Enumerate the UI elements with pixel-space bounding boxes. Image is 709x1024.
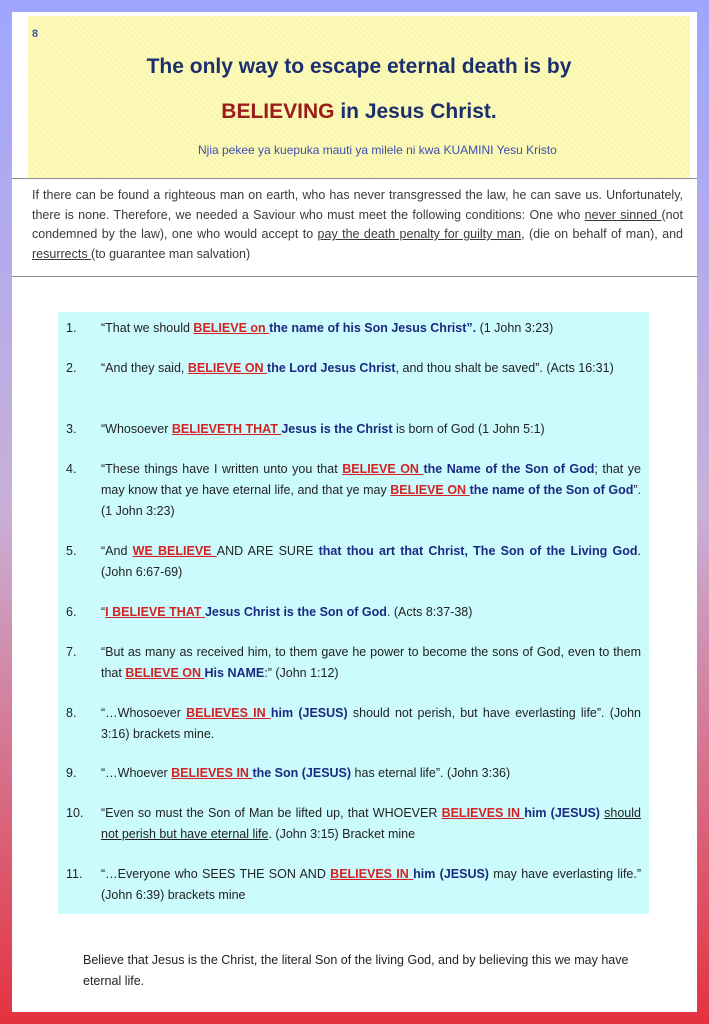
intro-text-3: , (die on behalf of man), and xyxy=(521,227,683,241)
title-emphasis: BELIEVING xyxy=(221,100,335,123)
page-title-line-2 xyxy=(28,100,690,124)
verse-segment: (1 John 3:23) xyxy=(476,321,554,335)
verse-segment: “But as many as received him, to them gave he power to become the sons of God, even to them that xyxy=(101,645,641,680)
christ-emphasis: that thou art that Christ, The Son of the Living God xyxy=(318,544,638,558)
verse-list-box xyxy=(58,312,649,914)
believe-emphasis: BELIEVE ON xyxy=(125,666,205,680)
verse-text xyxy=(101,419,641,440)
christ-emphasis: the Lord Jesus Christ xyxy=(267,361,396,375)
verse-number: 2. xyxy=(66,361,77,375)
christ-emphasis: the Son (JESUS) xyxy=(252,766,352,780)
verse-segment: “That we should xyxy=(101,321,194,335)
verse-text xyxy=(101,642,641,684)
verse-number: 4. xyxy=(66,462,77,476)
page-number: 8 xyxy=(32,28,39,40)
intro-underline-resurrects: resurrects xyxy=(32,246,92,261)
verse-segment: . (Acts 8:37-38) xyxy=(386,605,473,619)
verse-segment: may have everlasting life.” (John 6:39) brackets mine xyxy=(101,867,642,902)
verse-number: 1. xyxy=(66,321,77,335)
believe-emphasis: BELIEVETH THAT xyxy=(171,422,282,436)
verse-segment: has eternal life”. (John 3:36) xyxy=(351,766,511,780)
christ-emphasis: Jesus Christ is the Son of God xyxy=(204,605,387,619)
intro-paragraph xyxy=(32,186,683,264)
believe-emphasis: BELIEVE on xyxy=(193,321,270,335)
verse-segment: . (John 6:67-69) xyxy=(101,544,641,579)
verse-text xyxy=(101,864,641,906)
verse-text xyxy=(101,602,641,623)
verse-segment: ; that ye may know that ye have eternal life, and that ye may xyxy=(101,462,641,497)
verse-segment: “…Whosoever xyxy=(101,706,187,720)
intro-text-1: If there can be found a righteous man on earth, who has never transgressed the law, he can save us. Unfortunately, there is none. Therefore, we needed a Saviour who must meet the following conditions: One who xyxy=(32,188,683,222)
christ-emphasis: the Name of the Son of God xyxy=(423,462,595,476)
verse-segment: ”. (1 John 3:23) xyxy=(101,483,641,518)
verse-segment: AND ARE SURE xyxy=(216,544,319,558)
believe-emphasis: I BELIEVE THAT xyxy=(105,605,205,619)
verse-text xyxy=(101,803,641,845)
verse-text xyxy=(101,703,641,745)
christ-emphasis: the name of the Son of God xyxy=(469,483,634,497)
verse-number: 9. xyxy=(66,766,77,780)
verse-number: 8. xyxy=(66,706,77,720)
verse-number: 11. xyxy=(66,867,83,881)
verse-segment: should not perish but have eternal life xyxy=(101,806,641,841)
divider-bottom xyxy=(12,276,697,277)
verse-number: 10. xyxy=(66,806,84,820)
verse-number: 7. xyxy=(66,645,77,659)
verse-number: 3. xyxy=(66,422,77,436)
verse-segment: “ xyxy=(101,605,106,619)
verse-segment: , and thou shalt be saved”. (Acts 16:31) xyxy=(395,361,614,375)
intro-text-2: (not condemned by the law), one who would accept to xyxy=(32,207,683,241)
verse-segment: “Whosoever xyxy=(101,422,172,436)
believe-emphasis: BELIEVE ON xyxy=(342,462,424,476)
believe-emphasis: BELIEVES IN xyxy=(330,867,414,881)
verse-text xyxy=(101,358,641,379)
verse-segment: is born of God (1 John 5:1) xyxy=(392,422,545,436)
swahili-subtitle: Njia pekee ya kuepuka mauti ya milele ni kwa KUAMINI Yesu Kristo xyxy=(198,143,557,157)
verse-number: 5. xyxy=(66,544,77,558)
page-title-line-1: The only way to escape eternal death is by xyxy=(146,55,572,78)
christ-emphasis: the name of his Son Jesus Christ”. xyxy=(269,321,477,335)
christ-emphasis: Jesus is the Christ xyxy=(281,422,393,436)
closing-paragraph: Believe that Jesus is the Christ, the literal Son of the living God, and by believing this we may have eternal life. xyxy=(83,953,629,988)
divider-top xyxy=(12,178,697,179)
verse-segment: should not perish, but have everlasting life”. (John 3:16) brackets mine. xyxy=(101,706,641,741)
verse-text xyxy=(101,763,641,784)
believe-emphasis: BELIEVES IN xyxy=(186,706,271,720)
verse-segment: “…Everyone who SEES THE SON AND xyxy=(101,867,331,881)
intro-text-4: (to guarantee man salvation) xyxy=(91,246,251,261)
verse-text xyxy=(101,541,641,583)
verse-segment: “Even so must the Son of Man be lifted up, that WHOEVER xyxy=(101,806,442,820)
believe-emphasis: BELIEVE ON xyxy=(390,483,470,497)
christ-emphasis: him (JESUS) xyxy=(524,806,600,820)
christ-emphasis: him (JESUS) xyxy=(413,867,489,881)
believe-emphasis: BELIEVE ON xyxy=(187,361,268,375)
document-page xyxy=(12,12,697,1012)
christ-emphasis: him (JESUS) xyxy=(270,706,348,720)
verse-segment: “And xyxy=(101,544,133,558)
verse-segment: :” (John 1:12) xyxy=(264,666,339,680)
verse-text xyxy=(101,318,641,339)
intro-underline-death-penalty: pay the death penalty for guilty man xyxy=(317,227,522,241)
verse-segment: “And they said, xyxy=(101,361,188,375)
intro-underline-never-sinned: never sinned xyxy=(584,207,662,222)
verse-segment: . (John 3:15) Bracket mine xyxy=(268,827,416,841)
believe-emphasis: BELIEVES IN xyxy=(171,766,253,780)
title-rest: in Jesus Christ. xyxy=(334,100,497,123)
christ-emphasis: His NAME xyxy=(204,666,265,680)
title-banner xyxy=(28,16,690,179)
verse-text xyxy=(101,459,641,522)
verse-segment: “These things have I written unto you that xyxy=(101,462,343,476)
verse-segment: “…Whoever xyxy=(101,766,172,780)
believe-emphasis: BELIEVES IN xyxy=(441,806,525,820)
verse-number: 6. xyxy=(66,605,77,619)
believe-emphasis: WE BELIEVE xyxy=(132,544,217,558)
